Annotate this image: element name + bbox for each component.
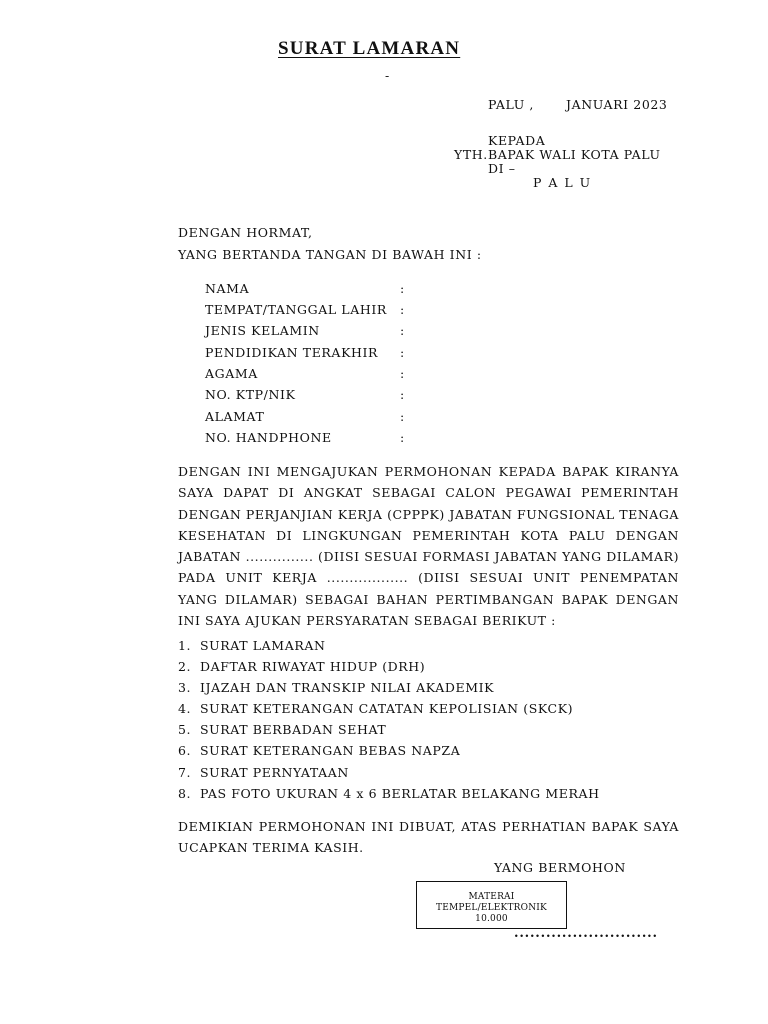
signature-line: ........................... (514, 926, 658, 941)
field-colon: : (400, 323, 405, 338)
letter-title: SURAT LAMARAN (278, 38, 461, 59)
recipient-prefix: YTH. (454, 147, 488, 162)
field-label: JENIS KELAMIN (205, 323, 320, 338)
field-colon: : (400, 302, 405, 317)
field-row (205, 387, 425, 408)
materai-line: MATERAI (468, 892, 515, 902)
place-city: PALU , (488, 97, 534, 112)
field-row (205, 409, 425, 430)
list-text: SURAT KETERANGAN CATATAN KEPOLISIAN (SKCK) (200, 701, 574, 716)
list-number: 2. (178, 659, 192, 674)
list-number: 6. (178, 743, 192, 758)
list-text: SURAT LAMARAN (200, 638, 326, 653)
field-row (205, 323, 425, 344)
field-row (205, 345, 425, 366)
field-colon: : (400, 281, 405, 296)
field-label: AGAMA (205, 366, 258, 381)
recipient-di: DI – (488, 161, 516, 176)
list-text: SURAT PERNYATAAN (200, 765, 349, 780)
field-label: PENDIDIKAN TERAKHIR (205, 345, 379, 360)
list-number: 8. (178, 786, 192, 801)
field-colon: : (400, 345, 405, 360)
intro-line: YANG BERTANDA TANGAN DI BAWAH INI : (178, 247, 482, 262)
field-row (205, 366, 425, 387)
field-label: ALAMAT (205, 409, 265, 424)
field-colon: : (400, 430, 405, 445)
field-row (205, 302, 425, 323)
list-number: 1. (178, 638, 192, 653)
signoff: YANG BERMOHON (494, 860, 626, 875)
field-row (205, 430, 425, 451)
greeting: DENGAN HORMAT, (178, 225, 313, 240)
materai-value: 10.000 (475, 914, 508, 924)
field-label: NAMA (205, 281, 250, 296)
list-number: 7. (178, 765, 192, 780)
letter-date: JANUARI 2023 (566, 97, 668, 112)
title-dash: - (385, 68, 390, 83)
list-text: IJAZAH DAN TRANSKIP NILAI AKADEMIK (200, 680, 495, 695)
list-number: 4. (178, 701, 192, 716)
list-number: 3. (178, 680, 192, 695)
recipient-name: BAPAK WALI KOTA PALU (488, 147, 661, 162)
field-colon: : (400, 409, 405, 424)
list-text: SURAT BERBADAN SEHAT (200, 722, 387, 737)
field-row (205, 281, 425, 302)
list-text: PAS FOTO UKURAN 4 x 6 BERLATAR BELAKANG MERAH (200, 786, 600, 801)
body-paragraph: DENGAN INI MENGAJUKAN PERMOHONAN KEPADA BAPAK KIRANYA SAYA DAPAT DI ANGKAT SEBAGAI CALON PEGAWAI PEMERINTAH DENGAN PERJANJIAN KERJA (CPPPK) JABATAN FUNGSIONAL TENAGA KESEHATAN DI LINGKUNGAN PEMERINTAH KOTA PALU DENGAN JABATAN ............... (DIISI SESUAI FORMASI JABATAN YANG DILAMAR) PADA UNIT KERJA .................. (DIISI SESUAI UNIT PENEMPATAN YANG DILAMAR) SEBAGAI BAHAN PERTIMBANGAN BAPAK DENGAN INI SAYA AJUKAN PERSYARATAN SEBAGAI BERIKUT : (178, 464, 679, 629)
field-colon: : (400, 387, 405, 402)
recipient-city: P A L U (533, 175, 592, 190)
field-label: TEMPAT/TANGGAL LAHIR (205, 302, 387, 317)
list-text: DAFTAR RIWAYAT HIDUP (DRH) (200, 659, 426, 674)
recipient-kepada: KEPADA (488, 133, 546, 148)
materai-stamp-box (416, 881, 567, 929)
materai-line: TEMPEL/ELEKTRONIK (436, 903, 547, 913)
list-number: 5. (178, 722, 192, 737)
field-label: NO. KTP/NIK (205, 387, 296, 402)
field-colon: : (400, 366, 405, 381)
field-label: NO. HANDPHONE (205, 430, 332, 445)
list-text: SURAT KETERANGAN BEBAS NAPZA (200, 743, 461, 758)
closing-paragraph: DEMIKIAN PERMOHONAN INI DIBUAT, ATAS PERHATIAN BAPAK SAYA UCAPKAN TERIMA KASIH. (178, 819, 679, 856)
